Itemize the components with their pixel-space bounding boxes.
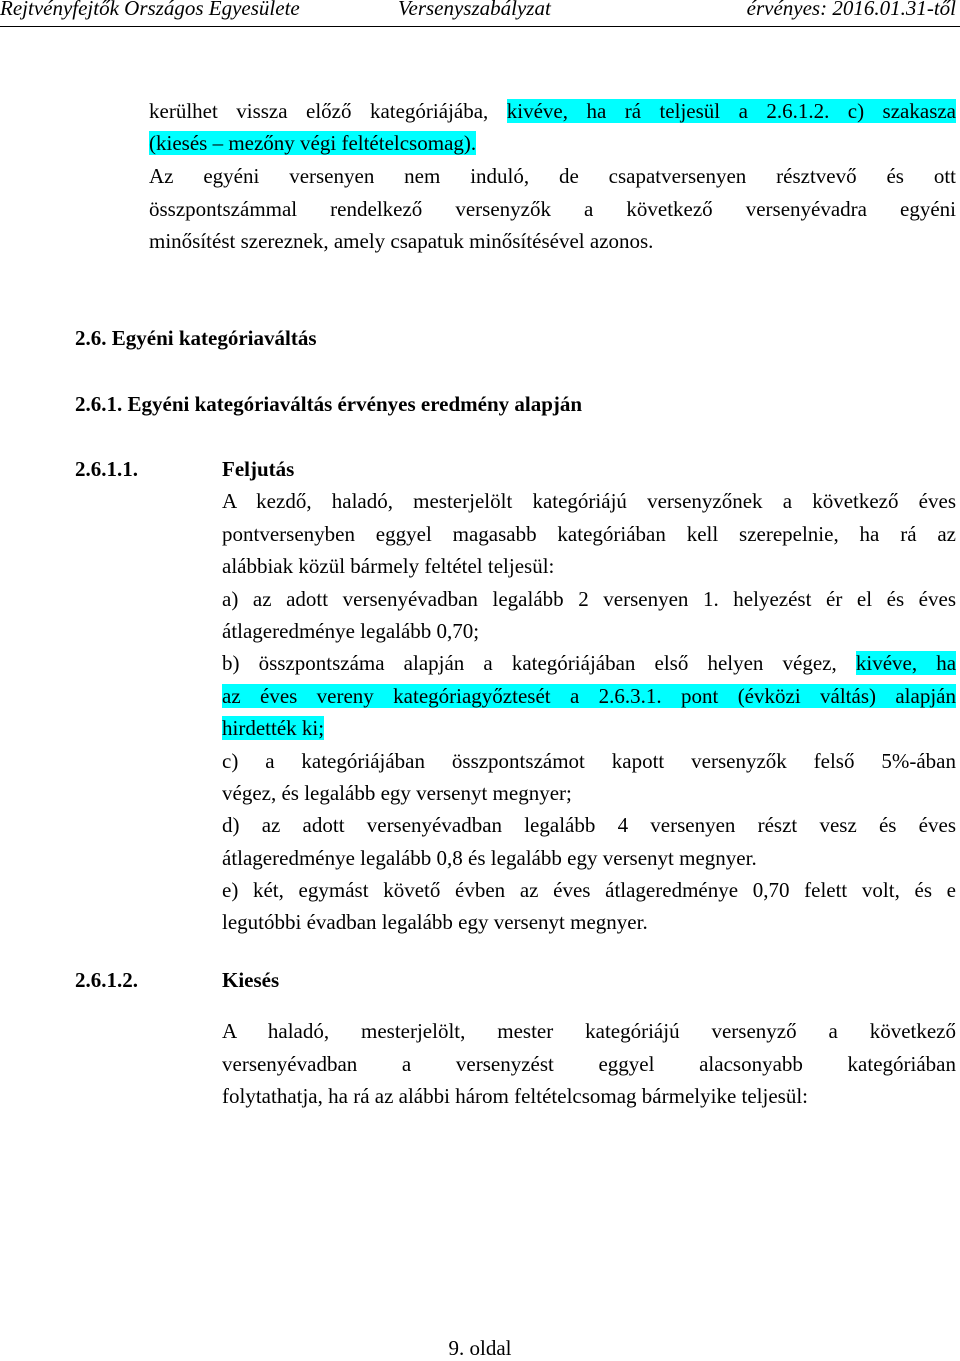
section-2-6-title: 2.6. Egyéni kategóriaváltás: [75, 326, 317, 350]
section-2-6-1-1-title: Feljutás: [222, 457, 295, 481]
section-2-6-1-2-number: 2.6.1.2.: [75, 968, 138, 992]
condition-a-line-1: a) az adott versenyévadban legalább 2 versenyen 1. helyezést ér el és éves: [222, 587, 956, 611]
intro-line-3: Az egyéni versenyen nem induló, de csapatversenyen résztvevő és ott: [149, 164, 956, 188]
promotion-text-line-2: pontversenyben eggyel magasabb kategóriában kell szerepelnie, ha rá az: [222, 522, 956, 546]
intro-line-1: kerülhet vissza előző kategóriájába, kivéve, ha rá teljesül a 2.6.1.2. c) szakasza: [149, 99, 957, 123]
relegation-text-line-1: A haladó, mesterjelölt, mester kategóriájú versenyző a következő: [222, 1019, 956, 1043]
page-header: [0, 0, 960, 27]
condition-d-line-1: d) az adott versenyévadban legalább 4 versenyen részt vesz és éves: [222, 813, 956, 837]
section-2-6-1-title: 2.6.1. Egyéni kategóriaváltás érvényes eredmény alapján: [75, 392, 583, 416]
condition-e-line-1: e) két, egymást követő évben az éves átlageredménye 0,70 felett volt, és e: [222, 878, 956, 902]
condition-b-line-1: b) összpontszáma alapján a kategóriájában első helyen végez, kivéve, ha: [222, 651, 957, 675]
condition-c-line-2: végez, és legalább egy versenyt megnyer;: [222, 781, 572, 805]
intro-line-5: minősítést szereznek, amely csapatuk minősítésével azonos.: [149, 229, 654, 253]
condition-a-line-2: átlageredménye legalább 0,70;: [222, 619, 480, 643]
section-2-6-1-2-title: Kiesés: [222, 968, 280, 992]
condition-d-line-2: átlageredménye legalább 0,8 és legalább egy versenyt megnyer.: [222, 846, 757, 870]
relegation-text-line-3: folytathatja, ha rá az alábbi három feltételcsomag bármelyike teljesül:: [222, 1084, 809, 1108]
header-org: Rejtvényfejtők Országos Egyesülete: [0, 0, 300, 20]
promotion-text-line-3: alábbiak közül bármely feltétel teljesül:: [222, 554, 555, 578]
intro-line-2: (kiesés – mezőny végi feltételcsomag).: [149, 131, 477, 155]
condition-b-line-3: hirdették ki;: [222, 716, 325, 740]
highlight: kivéve, ha: [855, 651, 957, 675]
condition-e-line-2: legutóbbi évadban legalább egy versenyt megnyer.: [222, 910, 648, 934]
promotion-text-line-1: A kezdő, haladó, mesterjelölt kategóriájú versenyzőnek a következő éves: [222, 489, 956, 513]
section-2-6-1-1-number: 2.6.1.1.: [75, 457, 138, 481]
condition-b-line-2: az éves vereny kategóriagyőztesét a 2.6.3.1. pont (évközi váltás) alapján: [222, 684, 956, 708]
highlight: kivéve, ha rá teljesül a 2.6.1.2. c) szakasza: [506, 99, 957, 123]
condition-c-line-1: c) a kategóriájában összpontszámot kapott versenyzők felső 5%-ában: [222, 749, 956, 773]
header-doc: Versenyszabályzat: [398, 0, 551, 20]
page-number: 9. oldal: [448, 1336, 512, 1360]
intro-line-4: összpontszámmal rendelkező versenyzők a következő versenyévadra egyéni: [149, 197, 956, 221]
header-valid: érvényes: 2016.01.31-től: [746, 0, 956, 20]
relegation-text-line-2: versenyévadban a versenyzést eggyel alacsonyabb kategóriában: [222, 1052, 956, 1076]
